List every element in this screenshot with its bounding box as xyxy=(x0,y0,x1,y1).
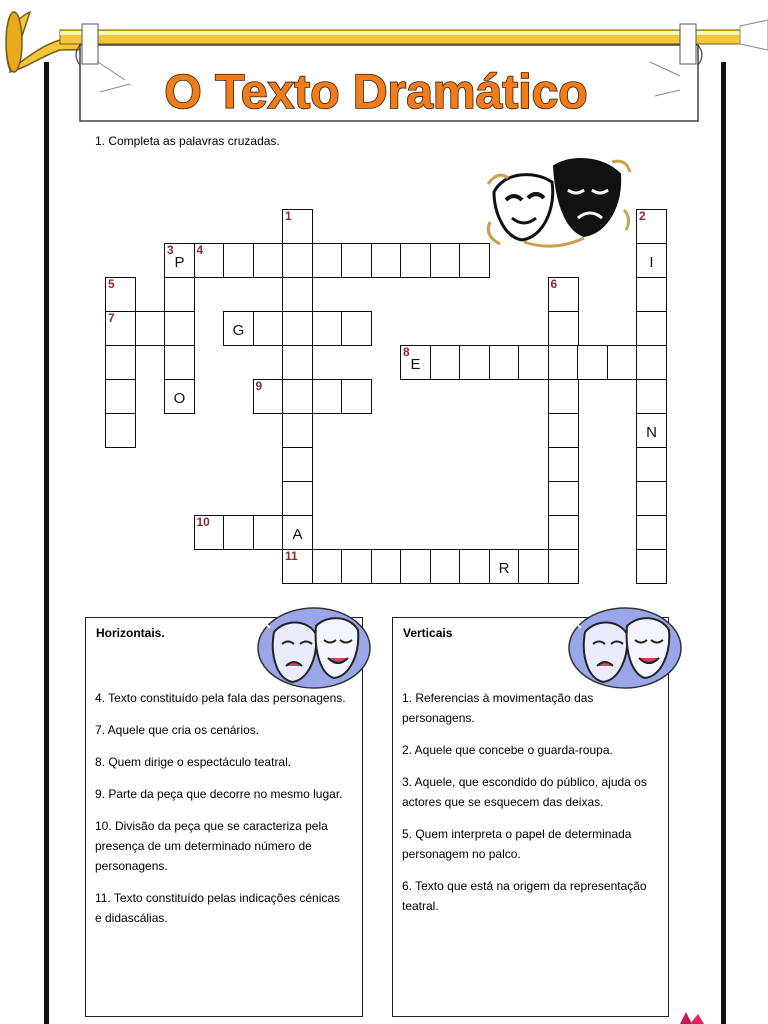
clue-h-10: 10. Divisão da peça que se caracteriza pela presença de um determinado número de personagens. xyxy=(95,819,328,873)
crossword-cell[interactable] xyxy=(282,413,313,448)
crossword-cell[interactable] xyxy=(164,243,195,278)
crossword-cell[interactable] xyxy=(223,515,254,550)
crossword-cell[interactable] xyxy=(400,345,431,380)
crossword-cell[interactable] xyxy=(282,311,313,346)
crossword-cell[interactable] xyxy=(430,243,461,278)
clue-number: 3 xyxy=(167,243,174,257)
crossword-cell[interactable] xyxy=(400,549,431,584)
crossword-cell[interactable] xyxy=(548,549,579,584)
crossword-cell[interactable] xyxy=(548,481,579,516)
crossword-cell[interactable] xyxy=(341,549,372,584)
clue-number: 9 xyxy=(255,379,263,393)
crossword-cell[interactable] xyxy=(282,379,313,414)
theatre-masks-icon xyxy=(256,604,372,690)
crossword-cell[interactable] xyxy=(489,345,520,380)
crossword-cell[interactable] xyxy=(105,413,136,448)
given-letter: E xyxy=(410,356,421,373)
crossword-cell[interactable] xyxy=(312,243,343,278)
crossword-cell[interactable] xyxy=(341,311,372,346)
clue-h-11: 11. Texto constituído pelas indicações cénicas e didascálias. xyxy=(95,891,341,925)
crossword-cell[interactable] xyxy=(548,447,579,482)
given-letter: O xyxy=(173,390,186,407)
crossword-cell[interactable] xyxy=(548,311,579,346)
clue-number: 1 xyxy=(285,209,292,223)
crossword-cell[interactable] xyxy=(164,311,195,346)
crossword-cell[interactable] xyxy=(371,243,402,278)
crossword-cell[interactable] xyxy=(430,345,461,380)
crossword-cell[interactable] xyxy=(459,549,490,584)
crossword-cell[interactable] xyxy=(282,515,313,550)
page-title: O Texto Dramático xyxy=(164,66,588,119)
clue-number: 7 xyxy=(108,311,115,325)
clue-v-6: 6. Texto que está na origem da representação teatral. xyxy=(402,879,647,913)
clue-number: 5 xyxy=(108,277,115,291)
crossword-cell[interactable] xyxy=(548,515,579,550)
crossword-cell[interactable] xyxy=(341,379,372,414)
clue-h-7: 7. Aquele que cria os cenários. xyxy=(95,723,260,737)
crossword-cell[interactable] xyxy=(282,481,313,516)
crossword-cell[interactable] xyxy=(636,447,667,482)
crossword-cell[interactable] xyxy=(223,243,254,278)
clue-number: 2 xyxy=(639,209,646,223)
crossword-cell[interactable] xyxy=(282,549,313,584)
clue-v-2: 2. Aquele que concebe o guarda-roupa. xyxy=(402,743,613,757)
crossword-cell[interactable] xyxy=(312,549,343,584)
crossword-cell[interactable] xyxy=(164,345,195,380)
clue-h-9: 9. Parte da peça que decorre no mesmo lugar. xyxy=(95,787,343,801)
crossword-cell[interactable] xyxy=(164,379,195,414)
given-letter: P xyxy=(174,254,185,271)
clue-h-4: 4. Texto constituído pela fala das personagens. xyxy=(95,691,346,705)
given-letter: R xyxy=(498,560,510,577)
given-letter: A xyxy=(292,526,303,543)
flower-decoration-icon xyxy=(670,1010,710,1024)
crossword-cell[interactable] xyxy=(636,311,667,346)
crossword-cell[interactable] xyxy=(548,277,579,312)
crossword-cell[interactable] xyxy=(371,549,402,584)
crossword-cell[interactable] xyxy=(164,277,195,312)
horizontal-clues-box xyxy=(85,617,363,1017)
clue-number: 8 xyxy=(403,345,410,359)
crossword-cell[interactable] xyxy=(312,379,343,414)
crossword-cell[interactable] xyxy=(105,379,136,414)
crossword-cell[interactable] xyxy=(282,277,313,312)
given-letter: I xyxy=(649,254,654,271)
crossword-cell[interactable] xyxy=(341,243,372,278)
vertical-clues-box xyxy=(392,617,669,1017)
crossword-cell[interactable] xyxy=(253,243,284,278)
horizontal-clues-heading: Horizontais. xyxy=(96,626,165,640)
crossword-cell[interactable] xyxy=(518,345,549,380)
vertical-clues-list xyxy=(402,688,657,928)
clue-number: 11 xyxy=(285,549,298,563)
clue-h-8: 8. Quem dirige o espectáculo teatral. xyxy=(95,755,292,769)
crossword-cell[interactable] xyxy=(105,277,136,312)
crossword-cell[interactable] xyxy=(636,277,667,312)
crossword-cell[interactable] xyxy=(636,345,667,380)
crossword-cell[interactable] xyxy=(459,345,490,380)
crossword-cell[interactable] xyxy=(400,243,431,278)
crossword-cell[interactable] xyxy=(282,447,313,482)
crossword-cell[interactable] xyxy=(253,311,284,346)
crossword-cell[interactable] xyxy=(636,413,667,448)
crossword-cell[interactable] xyxy=(548,413,579,448)
crossword-cell[interactable] xyxy=(636,549,667,584)
clue-v-5: 5. Quem interpreta o papel de determinada personagem no palco. xyxy=(402,827,632,861)
given-letter: G xyxy=(232,322,245,339)
crossword-cell[interactable] xyxy=(430,549,461,584)
crossword-cell[interactable] xyxy=(636,209,667,244)
vertical-clues-heading: Verticais xyxy=(403,626,453,640)
crossword-cell[interactable] xyxy=(282,209,313,244)
crossword-cell[interactable] xyxy=(194,243,225,278)
crossword-cell[interactable] xyxy=(518,549,549,584)
clue-v-1: 1. Referencias à movimentação das personagens. xyxy=(402,691,594,725)
crossword-cell[interactable] xyxy=(282,243,313,278)
crossword-cell[interactable] xyxy=(636,481,667,516)
given-letter: N xyxy=(646,424,657,441)
crossword-cell[interactable] xyxy=(577,345,608,380)
crossword-cell[interactable] xyxy=(459,243,490,278)
crossword-cell[interactable] xyxy=(636,379,667,414)
clue-v-3: 3. Aquele, que escondido do público, ajuda os actores que se esquecem das deixas. xyxy=(402,775,647,809)
clue-number: 10 xyxy=(196,515,210,529)
crossword-cell[interactable] xyxy=(223,311,254,346)
crossword-cell[interactable] xyxy=(312,311,343,346)
crossword-cell[interactable] xyxy=(253,515,284,550)
crossword-cell[interactable] xyxy=(548,379,579,414)
horizontal-clues-list xyxy=(95,688,350,940)
crossword-cell[interactable] xyxy=(135,311,166,346)
crossword-cell[interactable] xyxy=(607,345,638,380)
crossword-cell[interactable] xyxy=(105,345,136,380)
crossword-cell[interactable] xyxy=(489,549,520,584)
crossword-cell[interactable] xyxy=(636,515,667,550)
crossword-cell[interactable] xyxy=(282,345,313,380)
theatre-masks-icon xyxy=(567,604,683,690)
crossword-cell[interactable] xyxy=(194,515,225,550)
crossword-cell[interactable] xyxy=(636,243,667,278)
clue-number: 6 xyxy=(550,277,558,291)
crossword-cell[interactable] xyxy=(105,311,136,346)
instruction-text: 1. Completa as palavras cruzadas. xyxy=(95,134,280,148)
clue-number: 4 xyxy=(196,243,204,257)
crossword-cell[interactable] xyxy=(548,345,579,380)
crossword-cell[interactable] xyxy=(253,379,284,414)
